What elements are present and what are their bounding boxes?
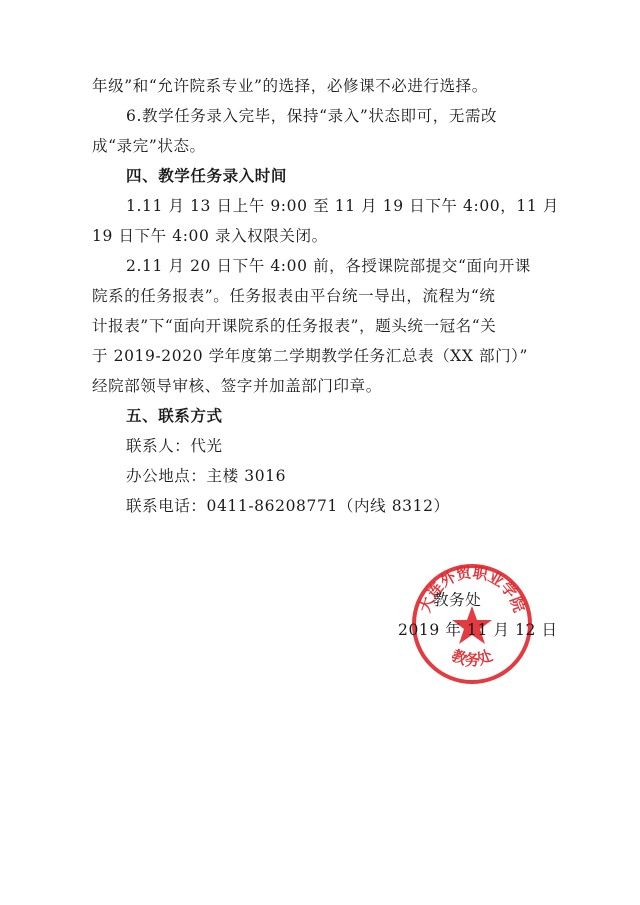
signature-date: 2019 年 11 月 12 日 bbox=[398, 621, 558, 639]
section-heading: 五、联系方式 bbox=[126, 407, 223, 425]
contact-phone: 联系电话：0411-86208771（内线 8312） bbox=[126, 497, 450, 515]
paragraph-line: 成“录完”状态。 bbox=[92, 137, 206, 155]
section-heading: 四、教学任务录入时间 bbox=[126, 167, 288, 185]
seal-top-text: 大连外贸职业学院 bbox=[415, 563, 529, 615]
paragraph-line: 经院部领导审核、签字并加盖部门印章。 bbox=[92, 377, 382, 395]
paragraph-line: 于 2019-2020 学年度第二学期教学任务汇总表（XX 部门）” bbox=[92, 347, 529, 365]
paragraph-line: 6.教学任务录入完毕，保持“录入”状态即可，无需改 bbox=[126, 107, 498, 125]
paragraph-line: 年级”和“允许院系专业”的选择，必修课不必进行选择。 bbox=[92, 77, 488, 95]
office-location: 办公地点：主楼 3016 bbox=[126, 467, 287, 485]
signature-office: 教务处 bbox=[433, 591, 482, 609]
paragraph-line: 院系的任务报表”。任务报表由平台统一导出，流程为“统 bbox=[92, 287, 496, 305]
paragraph-line: 19 日下午 4:00 录入权限关闭。 bbox=[92, 227, 328, 245]
paragraph-line: 1.11 月 13 日上午 9:00 至 11 月 19 日下午 4:00，11 月 bbox=[126, 197, 559, 215]
contact-person: 联系人：代光 bbox=[126, 437, 223, 455]
paragraph-line: 2.11 月 20 日下午 4:00 前，各授课院部提交“面向开课 bbox=[126, 257, 531, 275]
paragraph-line: 计报表”下“面向开课院系的任务报表”，题头统一冠名“关 bbox=[92, 317, 497, 335]
seal-bottom-text: 教务处 bbox=[448, 646, 496, 670]
